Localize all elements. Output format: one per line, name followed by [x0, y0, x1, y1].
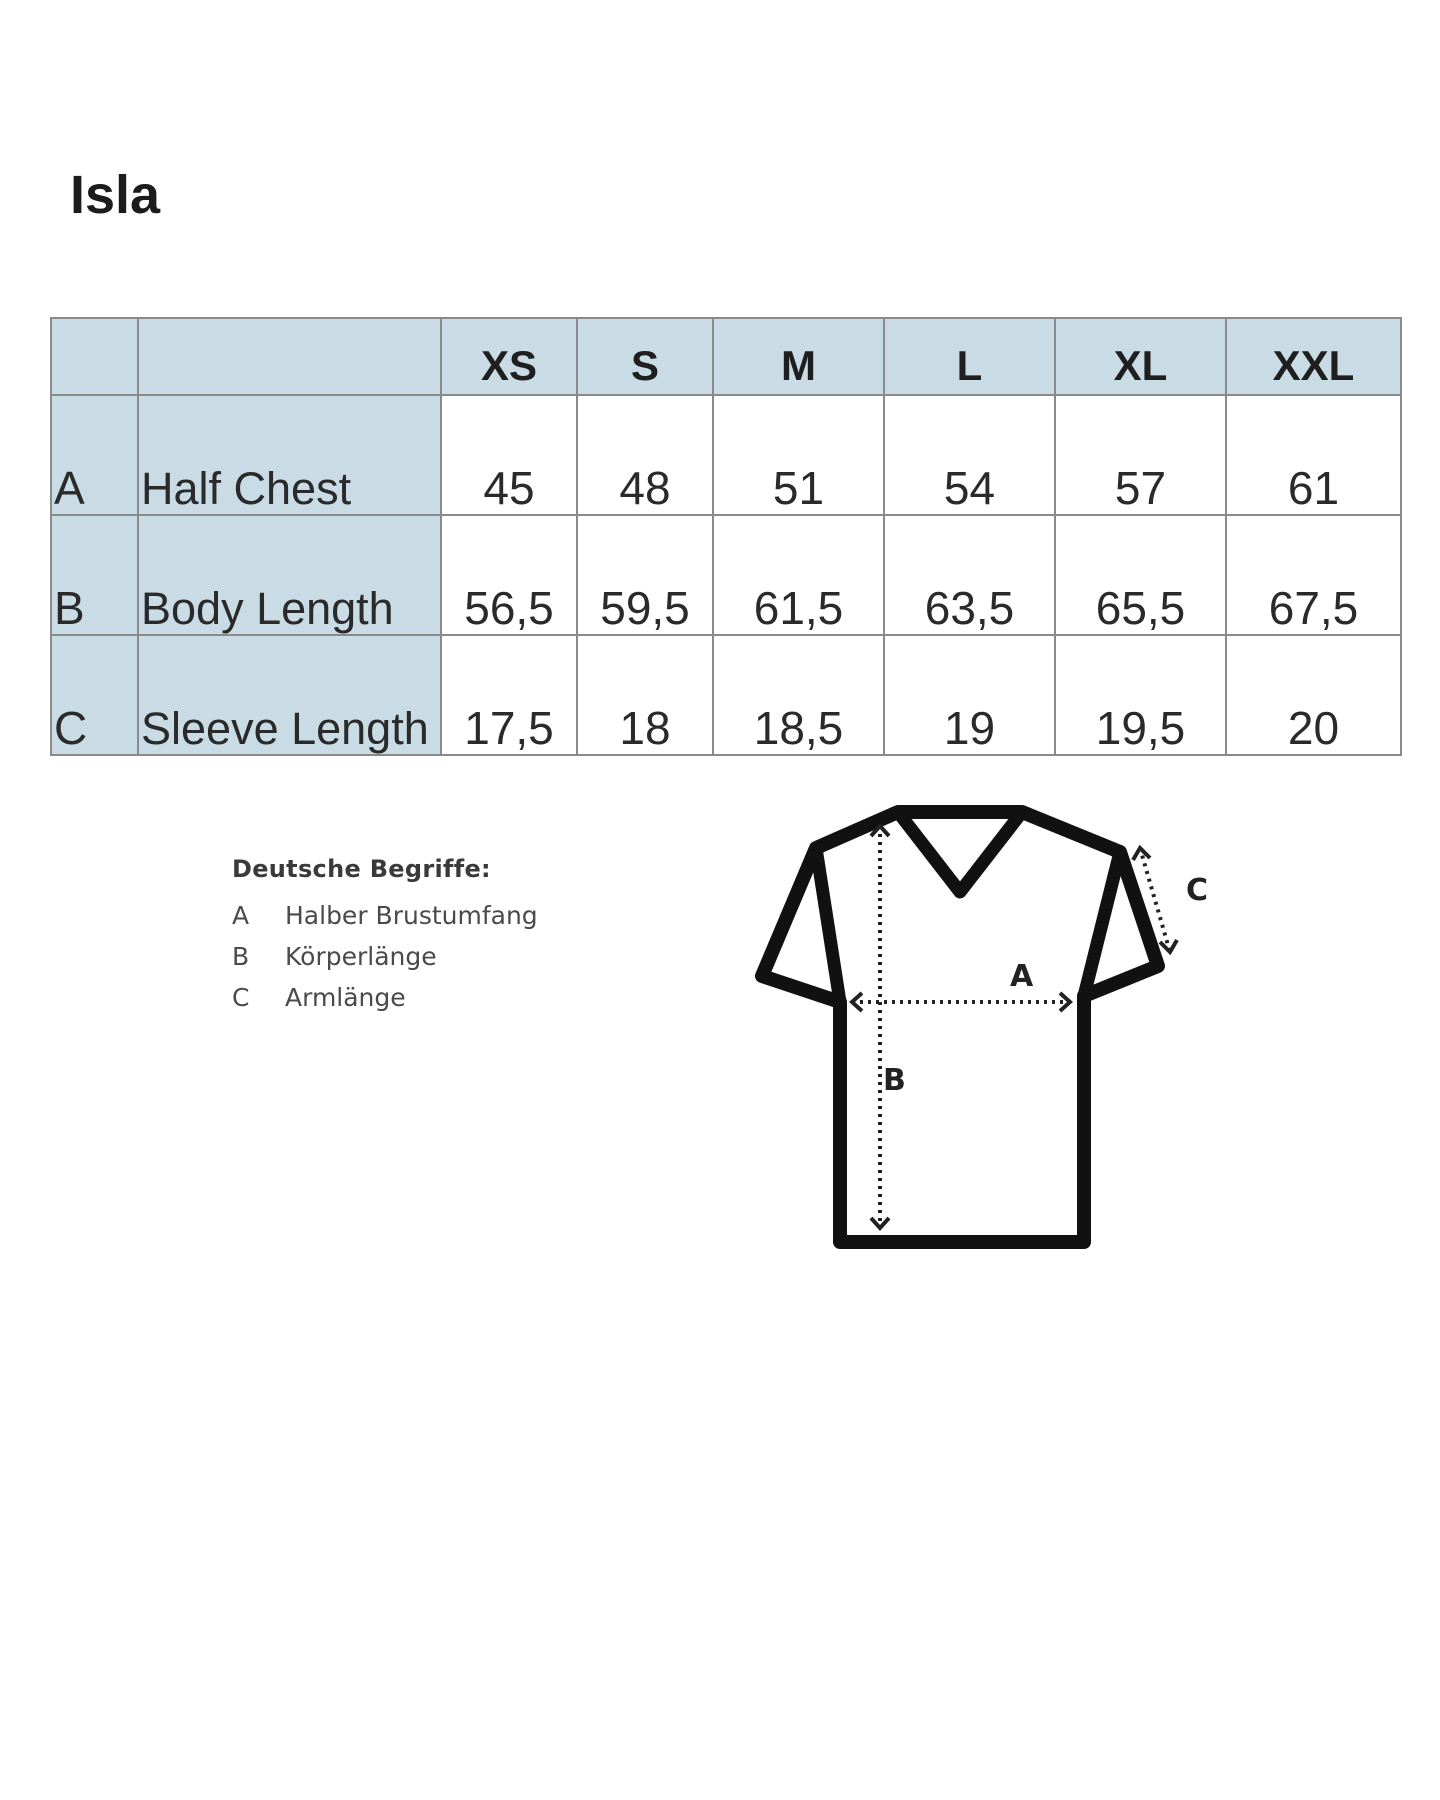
- table-cell: 18: [577, 635, 713, 755]
- table-cell: 17,5: [441, 635, 577, 755]
- size-chart-table: [50, 317, 1402, 756]
- header-cell-label: [138, 318, 441, 395]
- row-label: Half Chest: [138, 395, 441, 515]
- table-cell: 54: [884, 395, 1055, 515]
- header-cell-code: [51, 318, 138, 395]
- table-cell: 19: [884, 635, 1055, 755]
- table-row: [51, 395, 1401, 515]
- glossary-code: C: [232, 983, 250, 1012]
- glossary-label: Halber Brustumfang: [285, 901, 538, 930]
- header-cell-size-m: M: [713, 318, 884, 395]
- table-cell: 20: [1226, 635, 1401, 755]
- glossary-item: [232, 895, 538, 936]
- page-title: Isla: [70, 165, 161, 225]
- table-cell: 61,5: [713, 515, 884, 635]
- header-cell-size-xxl: XXL: [1226, 318, 1401, 395]
- table-cell: 57: [1055, 395, 1226, 515]
- t-shirt-measurement-diagram: [740, 790, 1240, 1270]
- diagram-label-a: A: [1010, 959, 1034, 994]
- table-cell: 59,5: [577, 515, 713, 635]
- table-cell: 61: [1226, 395, 1401, 515]
- glossary-title: Deutsche Begriffe:: [232, 855, 491, 883]
- row-code: C: [51, 635, 138, 755]
- table-cell: 48: [577, 395, 713, 515]
- header-cell-size-xs: XS: [441, 318, 577, 395]
- glossary-item: [232, 977, 538, 1018]
- row-code: B: [51, 515, 138, 635]
- row-code: A: [51, 395, 138, 515]
- glossary-item: [232, 936, 538, 977]
- header-cell-size-xl: XL: [1055, 318, 1226, 395]
- header-cell-size-l: L: [884, 318, 1055, 395]
- table-row: [51, 635, 1401, 755]
- table-cell: 65,5: [1055, 515, 1226, 635]
- table-cell: 67,5: [1226, 515, 1401, 635]
- glossary-label: Körperlänge: [285, 942, 437, 971]
- table-cell: 51: [713, 395, 884, 515]
- table-cell: 63,5: [884, 515, 1055, 635]
- table-cell: 19,5: [1055, 635, 1226, 755]
- table-cell: 45: [441, 395, 577, 515]
- diagram-label-c: C: [1186, 873, 1209, 908]
- glossary-code: B: [232, 942, 250, 971]
- table-header-row: [51, 318, 1401, 395]
- row-label: Sleeve Length: [138, 635, 441, 755]
- glossary-label: Armlänge: [285, 983, 406, 1012]
- table-cell: 56,5: [441, 515, 577, 635]
- row-label: Body Length: [138, 515, 441, 635]
- table-row: [51, 515, 1401, 635]
- table-cell: 18,5: [713, 635, 884, 755]
- header-cell-size-s: S: [577, 318, 713, 395]
- diagram-label-b: B: [883, 1063, 906, 1098]
- glossary-code: A: [232, 901, 250, 930]
- german-glossary: [232, 855, 538, 1018]
